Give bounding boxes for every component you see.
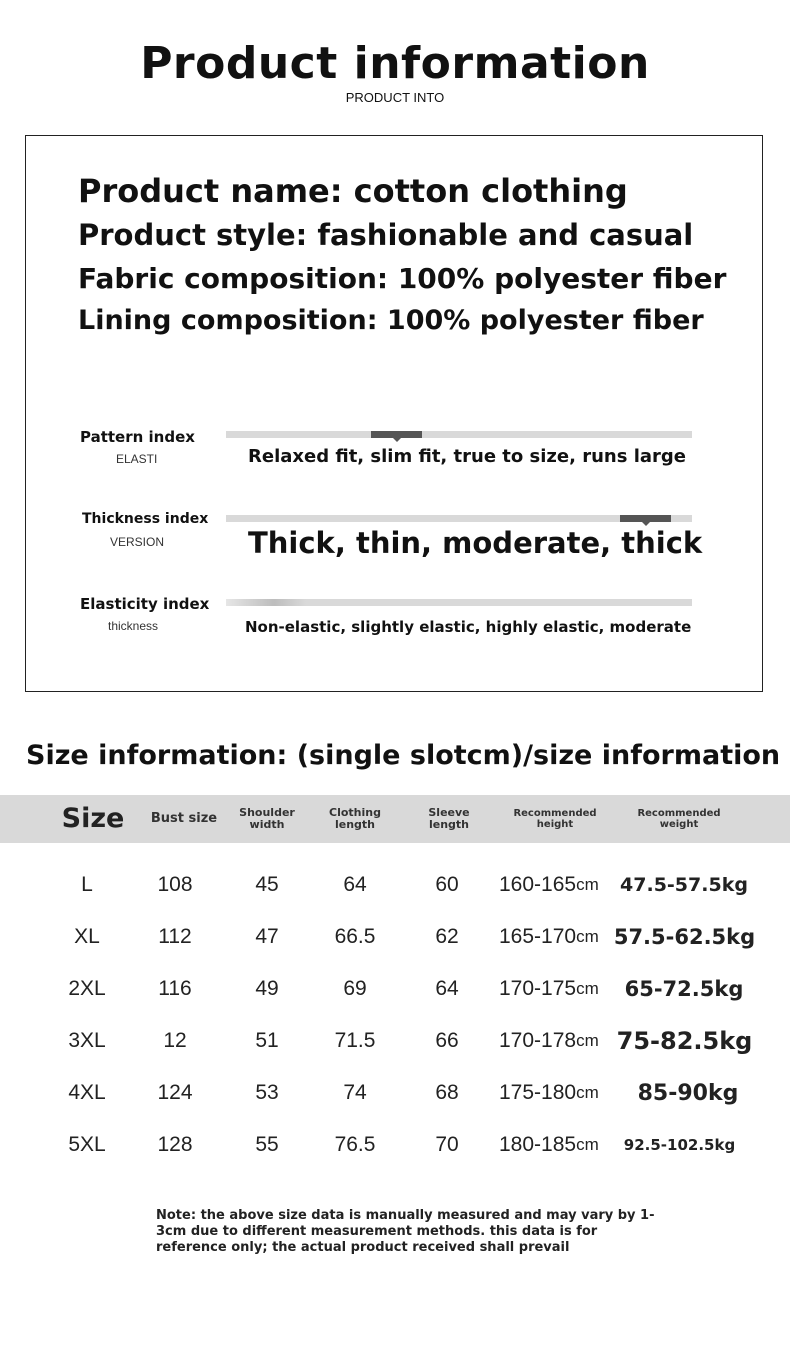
cell-height: [499, 969, 619, 1009]
col-length-header: Clothing length: [329, 805, 381, 831]
height-value: 175-180: [499, 1081, 577, 1104]
cell-height: [499, 1073, 619, 1113]
height-unit: cm: [576, 927, 599, 946]
thickness-index-label: Thickness index: [82, 511, 209, 527]
cell-bust: 112: [158, 925, 192, 948]
page-subtitle: PRODUCT INTO: [345, 90, 445, 105]
pattern-index-marker: [371, 431, 422, 438]
size-info-heading: Size information: (single slotcm)/size information: [26, 740, 781, 771]
cell-height: [499, 1125, 619, 1165]
thickness-index-sub: VERSION: [110, 535, 165, 549]
cell-height: [499, 1021, 619, 1061]
cell-sleeve: 62: [435, 925, 459, 948]
cell-size: 3XL: [68, 1029, 106, 1052]
cell-length: 64: [343, 873, 367, 896]
height-value: 170-178: [499, 1029, 577, 1052]
cell-sleeve: 68: [435, 1081, 459, 1104]
pattern-index-text: Relaxed fit, slim fit, true to size, runs large: [248, 446, 686, 467]
col-height-header: Recommended height: [513, 808, 597, 830]
col-sleeve-header: Sleeve length: [428, 805, 470, 831]
thickness-index-text: Thick, thin, moderate, thick: [248, 526, 703, 560]
cell-weight: 85-90kg: [637, 1080, 739, 1106]
col-bust-header: Bust size: [150, 810, 218, 826]
height-value: 180-185: [499, 1133, 577, 1156]
table-row: [0, 1073, 790, 1113]
lining-composition-line: Lining composition: 100% polyester fiber: [78, 305, 704, 336]
cell-size: XL: [74, 925, 100, 948]
height-value: 160-165: [499, 873, 577, 896]
cell-size: 5XL: [68, 1133, 106, 1156]
cell-height: [499, 917, 619, 957]
cell-weight: 92.5-102.5kg: [623, 1136, 736, 1154]
table-row: [0, 969, 790, 1009]
cell-shoulder: 53: [255, 1081, 279, 1104]
cell-shoulder: 55: [255, 1133, 279, 1156]
cell-shoulder: 51: [255, 1029, 279, 1052]
cell-weight: 57.5-62.5kg: [613, 925, 756, 949]
cell-weight: 65-72.5kg: [624, 977, 744, 1001]
elasticity-index-label: Elasticity index: [80, 595, 210, 613]
product-name-line: Product name: cotton clothing: [78, 172, 628, 210]
cell-shoulder: 47: [255, 925, 279, 948]
cell-weight: 75-82.5kg: [616, 1027, 753, 1055]
table-row: [0, 917, 790, 957]
cell-bust: 116: [158, 977, 192, 1000]
col-shoulder-header: Shoulder width: [239, 805, 295, 831]
height-unit: cm: [576, 1083, 599, 1102]
pattern-index-sub: ELASTI: [116, 452, 158, 466]
thickness-index-track: [226, 515, 692, 522]
height-value: 165-170: [499, 925, 577, 948]
col-weight-header: Recommended weight: [637, 808, 721, 830]
thickness-index-marker: [620, 515, 671, 522]
page-title: Product information: [140, 38, 650, 89]
pattern-index-track: [226, 431, 692, 438]
cell-shoulder: 45: [255, 873, 279, 896]
cell-bust: 108: [157, 873, 193, 896]
cell-length: 76.5: [334, 1133, 376, 1156]
height-unit: cm: [576, 1135, 599, 1154]
cell-size: 2XL: [68, 977, 106, 1000]
elasticity-index-indicator: [226, 599, 306, 606]
table-row: [0, 1125, 790, 1165]
elasticity-index-sub: thickness: [108, 619, 159, 633]
elasticity-index-text: Non-elastic, slightly elastic, highly elastic, moderate: [245, 618, 692, 636]
height-unit: cm: [576, 979, 599, 998]
cell-bust: 12: [163, 1029, 187, 1052]
fabric-composition-line: Fabric composition: 100% polyester fiber: [78, 262, 727, 295]
cell-height: [499, 865, 619, 905]
pattern-index-label: Pattern index: [80, 428, 195, 446]
product-info-box: [25, 135, 763, 692]
cell-length: 69: [343, 977, 367, 1000]
cell-length: 74: [343, 1081, 367, 1104]
cell-bust: 124: [157, 1081, 193, 1104]
height-unit: cm: [576, 875, 599, 894]
cell-size: L: [81, 873, 93, 896]
elasticity-index-track: [226, 599, 692, 606]
size-note: Note: the above size data is manually measured and may vary by 1-3cm due to different measurement methods. this data is for reference only; the actual product received shall prevail: [156, 1208, 655, 1255]
cell-size: 4XL: [68, 1081, 106, 1104]
cell-sleeve: 66: [435, 1029, 459, 1052]
cell-sleeve: 64: [435, 977, 459, 1000]
table-row: [0, 1021, 790, 1061]
product-style-line: Product style: fashionable and casual: [78, 218, 694, 252]
cell-sleeve: 70: [435, 1133, 459, 1156]
size-table-header: [0, 795, 790, 843]
cell-length: 66.5: [334, 925, 376, 948]
table-row: [0, 865, 790, 905]
cell-bust: 128: [157, 1133, 193, 1156]
height-unit: cm: [576, 1031, 599, 1050]
cell-length: 71.5: [334, 1029, 376, 1052]
col-size-header: Size: [61, 803, 125, 835]
cell-sleeve: 60: [435, 873, 459, 896]
cell-shoulder: 49: [255, 977, 279, 1000]
cell-weight: 47.5-57.5kg: [620, 874, 748, 896]
height-value: 170-175: [499, 977, 577, 1000]
